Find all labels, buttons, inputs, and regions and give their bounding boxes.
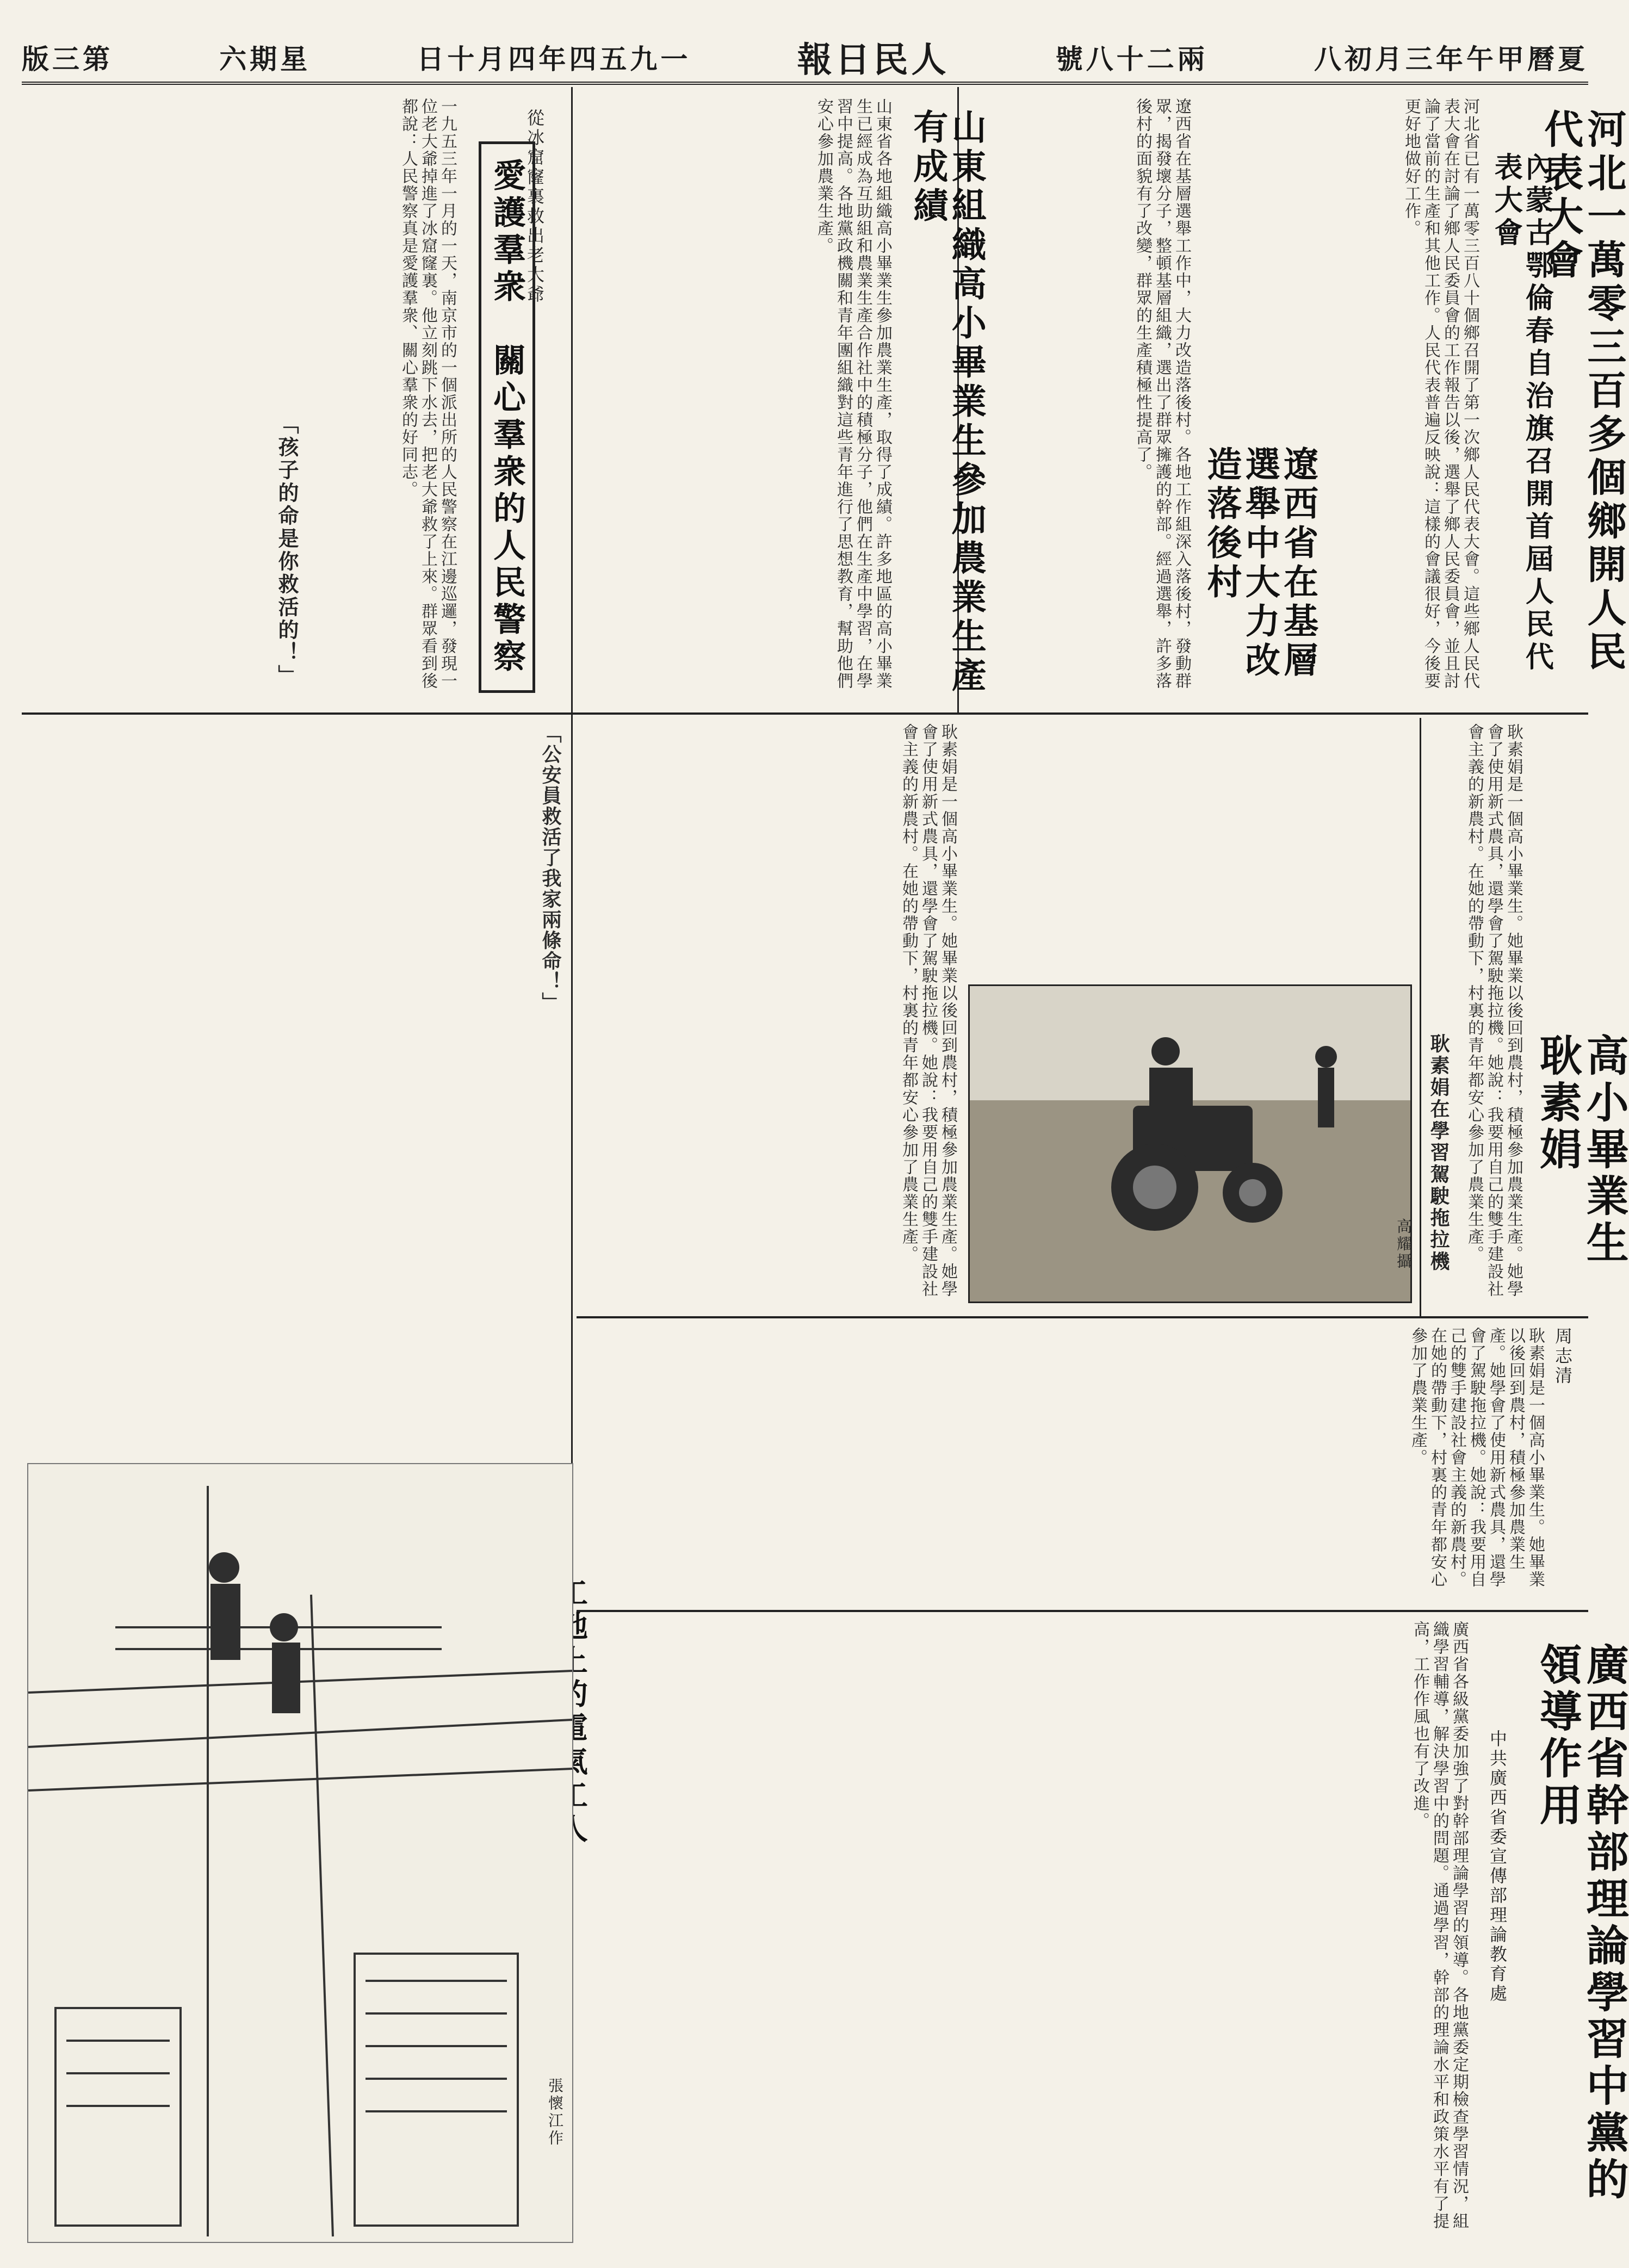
shandong-body: 山東省各地組織高小畢業生參加農業生產，取得了成績。許多地區的高小畢業生已經成為互助組和農業生產合作社中的積極分子，他們在生產中學習，在學習中提高。各地黨政機關和青年團組織對這些青年進行了思想教育，幫助他們安心參加農業生產。 (814, 98, 892, 690)
divider (22, 712, 1588, 715)
guangxi-byline: 中共廣西省委宣傳部理論教育處 (1487, 1730, 1508, 2004)
liaoxi-headline: 遼西省在基層選舉中大力改造落後村 (1201, 446, 1319, 681)
police-body-continued (33, 723, 560, 1430)
sketch-artist: 張懷江作 (546, 2078, 564, 2147)
gao-headline: 高小畢業生耿素娟 (1532, 1033, 1629, 1267)
masthead (22, 33, 1588, 85)
divider (1420, 718, 1421, 1316)
police-body: 一九五三年一月的一天，南京市的一個派出所的人民警察在江邊巡邏，發現一位老大爺掉進了冰窟窿裏。他立刻跳下水去，把老大爺救了上來。群眾看到後都說：人民警察真是愛護羣衆、關心羣衆的好同志。 (399, 98, 457, 690)
tractor-illustration (970, 986, 1410, 1302)
liaoxi-body: 遼西省在基層選舉工作中，大力改造落後村。各地工作組深入落後村，發動群眾，揭發壞分子，整頓基層組織，選出了群眾擁護的幹部。經過選舉，許多落後村的面貌有了改變，群眾的生產積極性提高了。 (1133, 98, 1191, 690)
newspaper-name: 報日民人 (797, 40, 950, 80)
weekday: 六期星 (219, 43, 311, 75)
electrical-workers-sketch (27, 1463, 573, 2243)
divider (577, 1610, 1588, 1612)
police-subhead-2: 「公安員救活了我家兩條命！」 (539, 723, 562, 1013)
tractor-photo (968, 984, 1412, 1303)
hebei-body: 河北省已有一萬零三百八十個鄉召開了第一次鄉人民代表大會。這些鄉人民代表大會在討論了鄉人民委員會的工作報告以後，選舉了鄉人民委員會，並且討論了當前的生產和其他工作。人民代表普遍反映說：這樣的會議很好，今後要更好地做好工作。 (1402, 98, 1479, 690)
gao-column-left: 耿素娟是一個高小畢業生。她畢業以後回到農村，積極參加農業生產。她學會了使用新式農具，還學會了駕駛拖拉機。她說：我要用自己的雙手建設社會主義的新農村。在她的帶動下，村裏的青年都安心參加了農業生產。 (899, 723, 957, 1298)
lunar-date: 八初月三年午甲曆夏 (1314, 43, 1588, 75)
police-byline: 從冰窟窿裏救出老大爺 (524, 109, 545, 305)
gao-body-continued: 耿素娟是一個高小畢業生。她畢業以後回到農村，積極參加農業生產。她學會了使用新式農具，還學會了駕駛拖拉機。她說：我要用自己的雙手建設社會主義的新農村。在她的帶動下，村裏的青年都安心參加了農業生產。 (1408, 1327, 1545, 1588)
shandong-headline: 山東組織高小畢業生參加農業生產有成績 (907, 109, 987, 696)
guangxi-headline: 廣西省幹部理論學習中黨的領導作用 (1532, 1643, 1629, 2204)
police-headline: 愛護羣衆 關心羣衆的人民警察 (479, 141, 535, 693)
hebei-subheadline: 內蒙古鄂倫春自治旗召開首屆人民代表大會 (1489, 152, 1554, 674)
gao-body: 耿素娟是一個高小畢業生。她畢業以後回到農村，積極參加農業生產。她學會了使用新式農具，還學會了駕駛拖拉機。她說：我要用自己的雙手建設社會主義的新農村。在她的帶動下，村裏的青年都安心參加了農業生產。 (1465, 723, 1523, 1298)
edition-number: 版三第 (22, 43, 113, 75)
sketch-illustration (28, 1464, 572, 2242)
divider (577, 1316, 1588, 1318)
publication-date: 日十月四年四五九一 (417, 43, 691, 75)
police-subhead: 「孩子的命是你救活的！」 (275, 413, 299, 687)
photo-caption: 耿素娟在學習駕駛拖拉機 (1427, 1033, 1450, 1273)
photo-credit: 高耀攝 (1395, 1218, 1413, 1271)
guangxi-body: 廣西省各級黨委加強了對幹部理論學習的領導。各地黨委定期檢查學習情況，組織學習輔導，解決學習中的問題。通過學習，幹部的理論水平和政策水平有了提高，工作作風也有了改進。 (1410, 1621, 1469, 2230)
gao-author: 周志清 (1552, 1327, 1573, 1386)
issue-number: 號八十二兩 (1055, 43, 1208, 75)
hebei-headline: 河北一萬零三百多個鄉開人民代表大會 (1538, 109, 1627, 674)
